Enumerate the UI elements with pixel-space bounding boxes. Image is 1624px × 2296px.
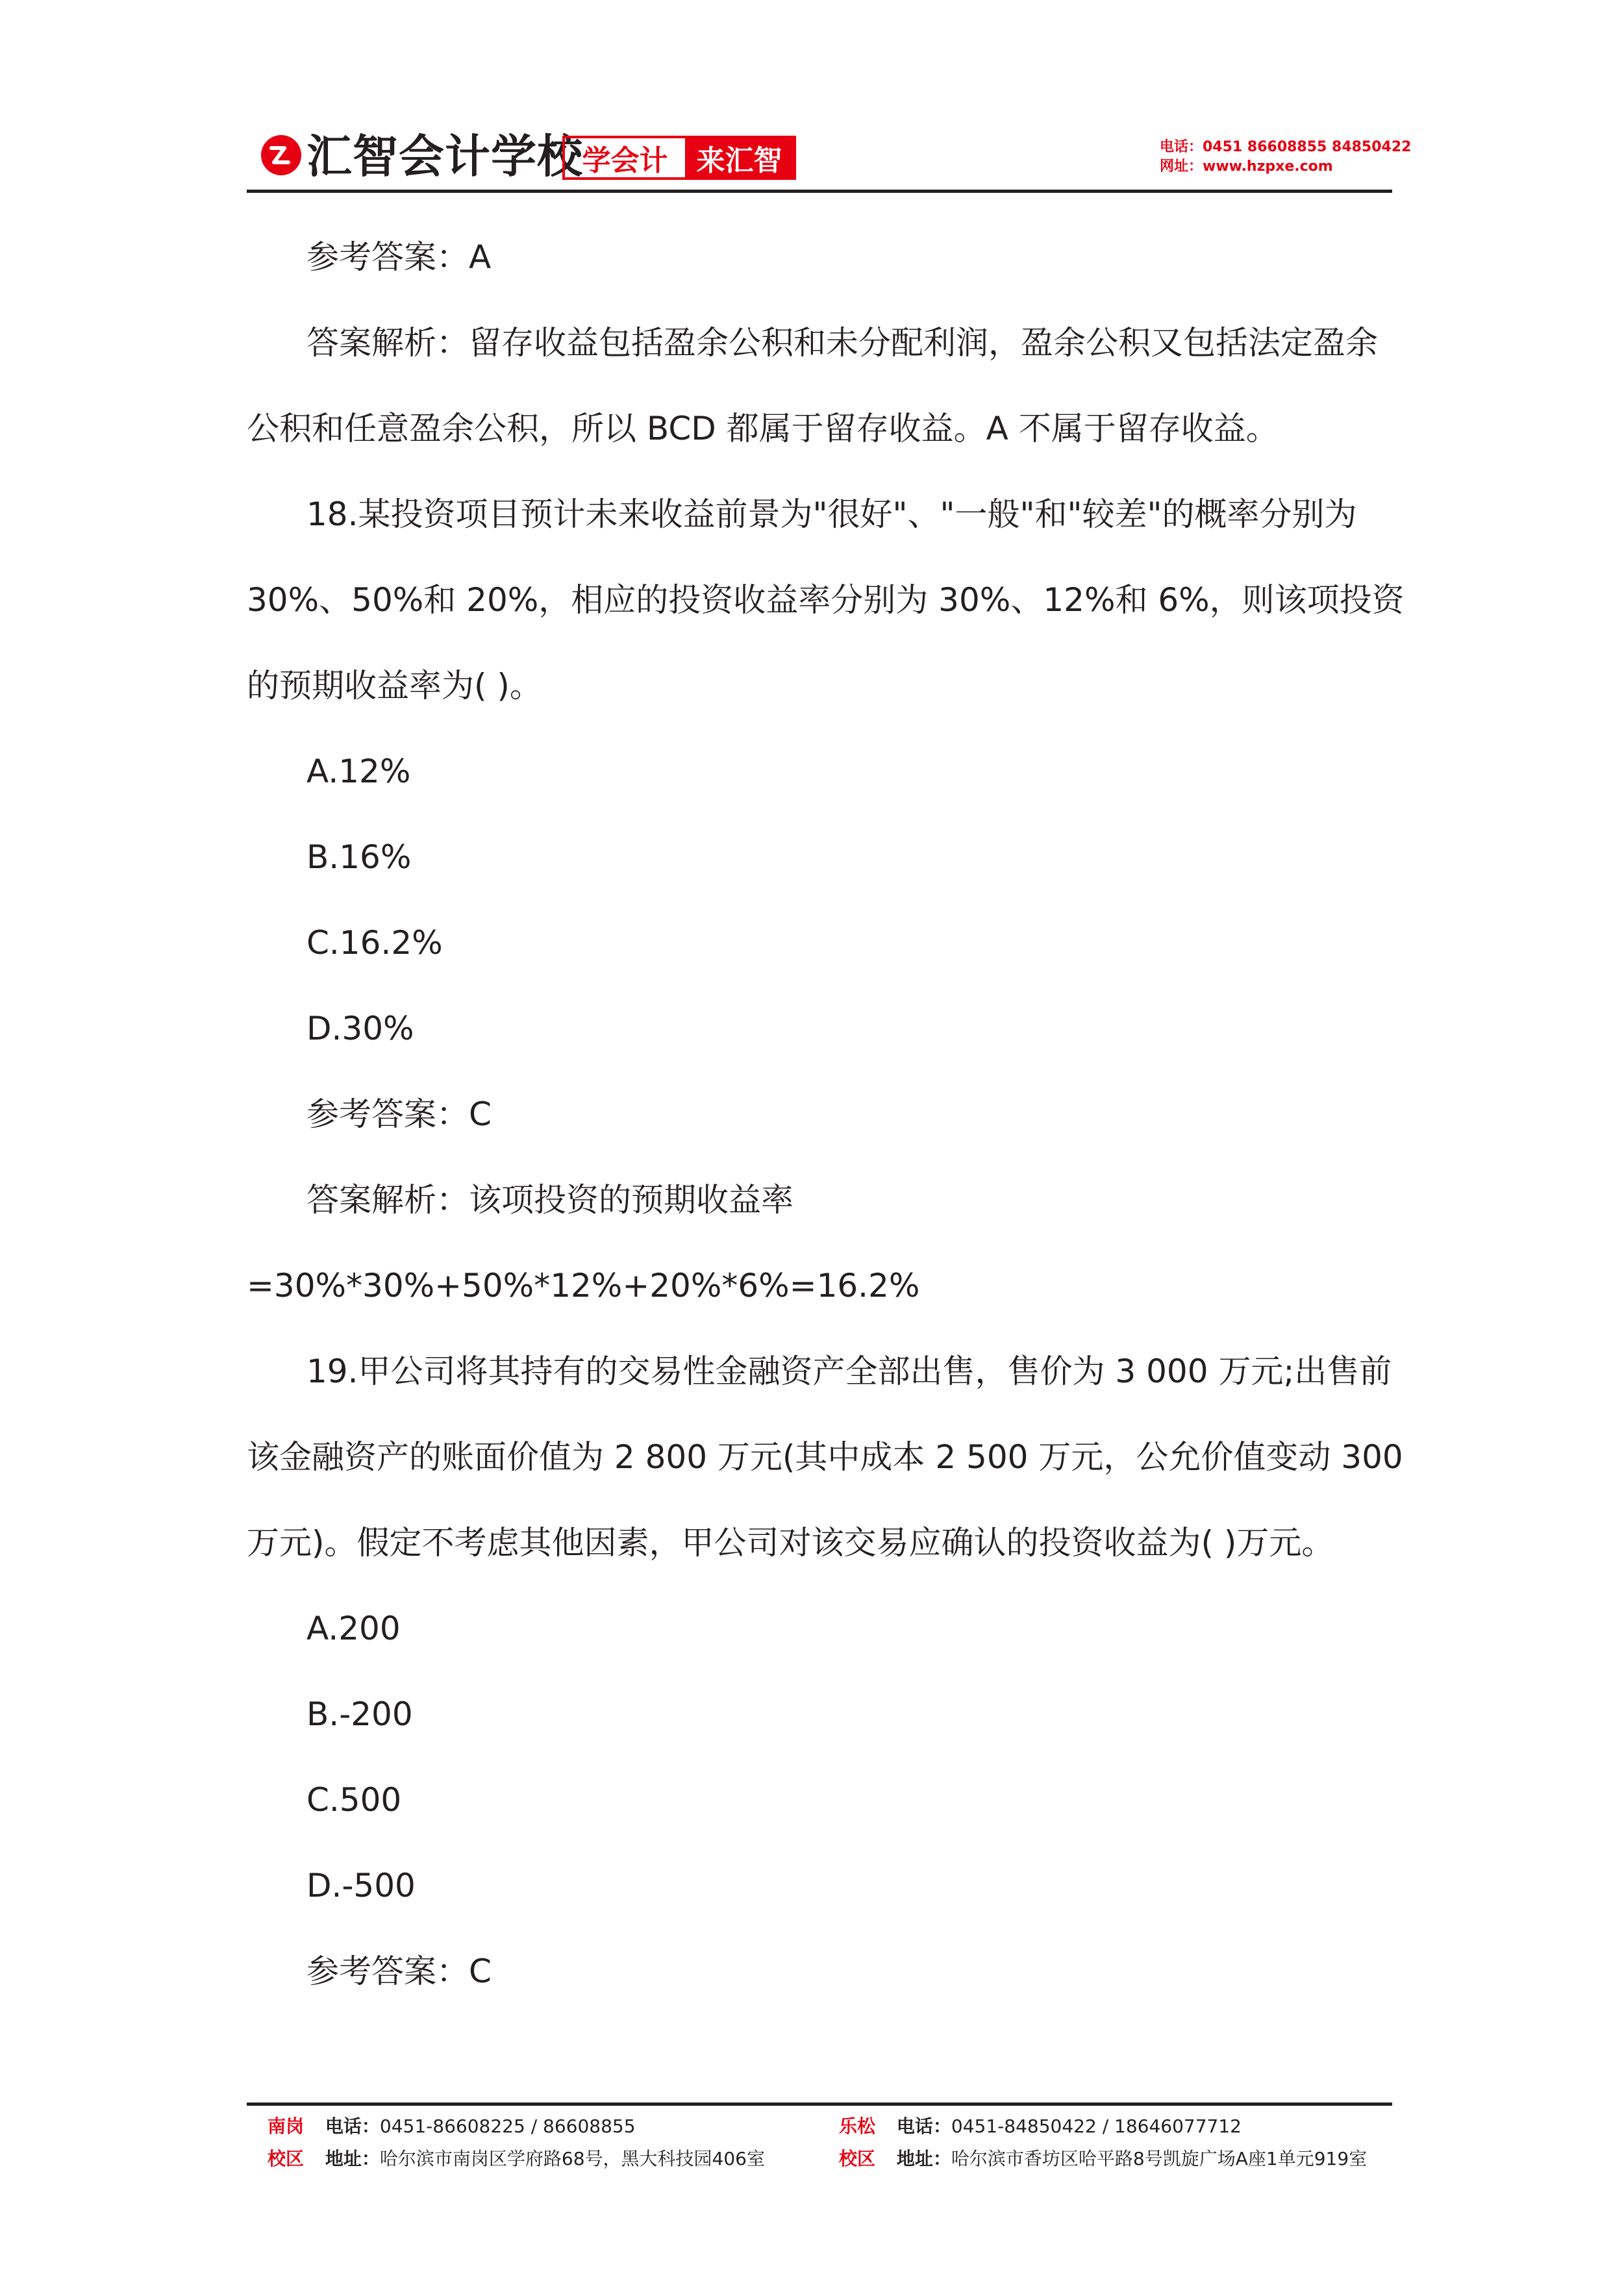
text-line: B.-200 xyxy=(306,1695,413,1733)
campus-suffix: 校区 xyxy=(268,2148,305,2169)
campus-suffix: 校区 xyxy=(839,2148,876,2169)
text-line: 公积和任意盈余公积，所以 BCD 都属于留存收益。A 不属于留存收益。 xyxy=(247,410,1279,447)
footer-lesong xyxy=(839,2110,1367,2175)
phone-label: 电话： xyxy=(896,2115,951,2137)
campus-phone: 0451-84850422 / 18646077712 xyxy=(951,2115,1242,2137)
address-label: 地址： xyxy=(325,2148,380,2169)
text-line: 参考答案：C xyxy=(306,1095,492,1133)
slogan-badge xyxy=(562,136,796,180)
slogan-right: 来汇智 xyxy=(685,138,793,177)
text-line: B.16% xyxy=(306,838,412,876)
text-line: 19.甲公司将其持有的交易性金融资产全部出售，售价为 3 000 万元;出售前 xyxy=(306,1353,1392,1390)
text-line: 答案解析：留存收益包括盈余公积和未分配利润，盈余公积又包括法定盈余 xyxy=(306,324,1378,362)
header-phone: 电话：0451 86608855 84850422 xyxy=(1160,139,1412,155)
address-label: 地址： xyxy=(896,2148,951,2169)
campus-name: 乐松 xyxy=(839,2115,876,2137)
text-line: C.16.2% xyxy=(306,924,443,962)
text-line: 参考答案：C xyxy=(306,1953,492,1990)
document-body xyxy=(247,214,1405,2014)
text-line: A.200 xyxy=(306,1610,401,1647)
footer-divider xyxy=(247,2103,1392,2106)
text-line: =30%*30%+50%*12%+20%*6%=16.2% xyxy=(247,1267,920,1304)
text-line: D.-500 xyxy=(306,1867,416,1904)
campus-address: 哈尔滨市香坊区哈平路8号凯旋广场A座1单元919室 xyxy=(951,2148,1368,2169)
text-line: A.12% xyxy=(306,753,411,790)
text-line: 18.某投资项目预计未来收益前景为"很好"、"一般"和"较差"的概率分别为 xyxy=(306,495,1357,533)
school-name: 汇智会计学校 xyxy=(306,130,583,183)
campus-phone: 0451-86608225 / 86608855 xyxy=(379,2115,636,2137)
text-line: 万元)。假定不考虑其他因素，甲公司对该交易应确认的投资收益为( )万元。 xyxy=(247,1524,1334,1562)
text-line: 答案解析：该项投资的预期收益率 xyxy=(306,1181,793,1219)
header-website: 网址：www.hzpxe.com xyxy=(1160,158,1333,175)
text-line: 的预期收益率为( )。 xyxy=(247,667,542,705)
text-line: C.500 xyxy=(306,1781,402,1819)
header-divider xyxy=(247,190,1392,193)
text-line: D.30% xyxy=(306,1010,414,1047)
header-contact xyxy=(1160,138,1411,177)
school-logo-icon xyxy=(260,134,303,177)
text-line: 30%、50%和 20%，相应的投资收益率分别为 30%、12%和 6%，则该项投资 xyxy=(247,581,1405,619)
page-header xyxy=(0,0,1624,195)
phone-label: 电话： xyxy=(325,2115,380,2137)
campus-address: 哈尔滨市南岗区学府路68号，黑大科技园406室 xyxy=(379,2148,765,2169)
text-line: 参考答案：A xyxy=(306,238,492,276)
footer-nangang xyxy=(268,2110,765,2175)
slogan-left: 学会计 xyxy=(582,144,668,177)
text-line: 该金融资产的账面价值为 2 800 万元(其中成本 2 500 万元，公允价值变动 300 xyxy=(247,1438,1403,1476)
campus-name: 南岗 xyxy=(268,2115,305,2137)
